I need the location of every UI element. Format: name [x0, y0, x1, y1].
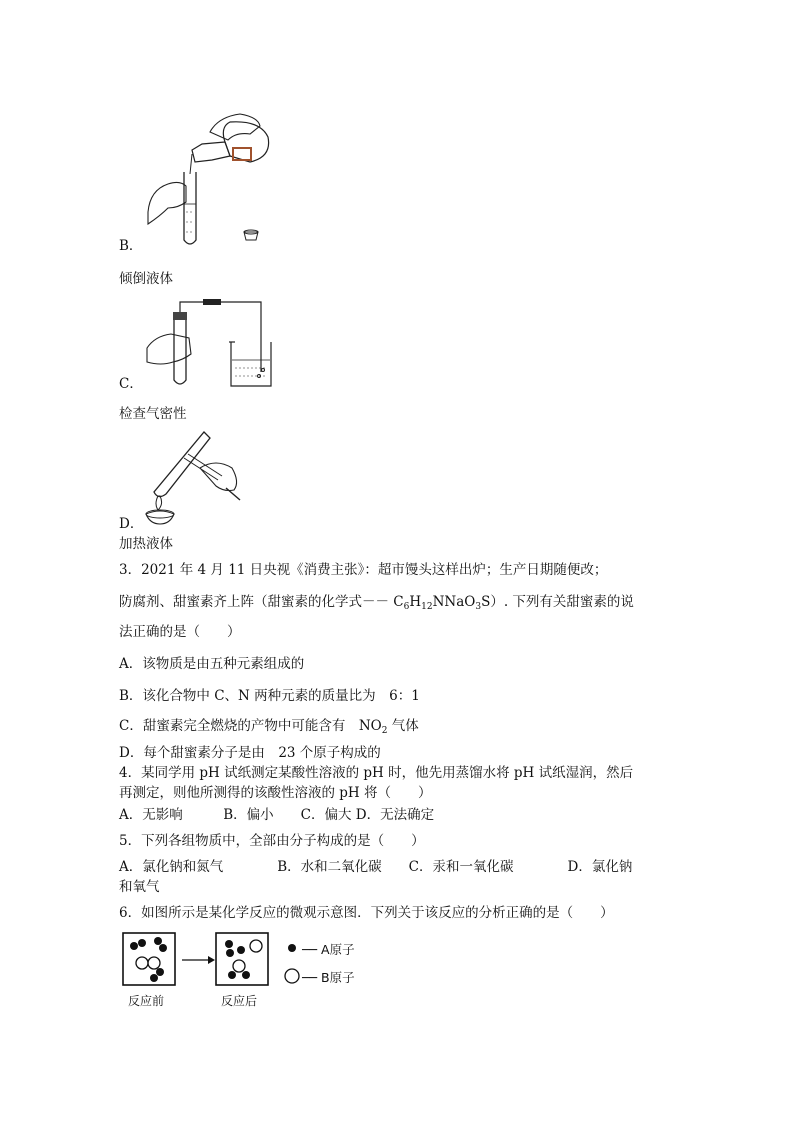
q4-options: A．无影响 B．偏小 C．偏大 D．无法确定 — [119, 807, 435, 823]
q3-line3: 法正确的是（ ） — [119, 624, 241, 640]
q3-option-b: B．该化合物中 C、N 两种元素的质量比为 6：1 — [119, 688, 420, 704]
legend-a-atom: ── A原子 — [302, 942, 355, 957]
option-d-caption: 加热液体 — [119, 536, 173, 552]
q6-line1: 6．如图所示是某化学反应的微观示意图．下列关于该反应的分析正确的是（ ） — [119, 905, 614, 921]
label-before-reaction: 反应前 — [128, 994, 165, 1008]
option-c-letter: C． — [119, 376, 143, 392]
q5-line3: 和氧气 — [119, 879, 160, 895]
q3-option-d: D．每个甜蜜素分子是由 23 个原子构成的 — [119, 745, 381, 761]
q5-line1: 5．下列各组物质中，全部由分子构成的是（ ） — [119, 833, 425, 849]
q3-line1: 3．2021 年 4 月 11 日央视《消费主张》：超市馒头这样出炉；生产日期随便改； — [119, 562, 608, 578]
q3-option-c: C．甜蜜素完全燃烧的产物中可能含有 $NO_2$ 气体 — [119, 718, 419, 736]
legend-b-atom: ── B原子 — [302, 970, 355, 985]
q3-option-a: A．该物质是由五种元素组成的 — [119, 656, 305, 672]
q5-line2: A．氯化钠和氮气 B．水和二氧化碳 C．汞和一氧化碳 D．氯化钠 — [119, 859, 633, 875]
pouring-liquid-figure — [140, 112, 275, 252]
option-b-letter: B． — [119, 238, 143, 254]
option-c-caption: 检查气密性 — [119, 406, 187, 422]
option-b-caption: 倾倒液体 — [119, 271, 173, 287]
label-after-reaction: 反应后 — [221, 994, 258, 1008]
q4-line2: 再测定，则他所测得的该酸性溶液的 pH 将（ ） — [119, 785, 432, 801]
q4-line1: 4．某同学用 pH 试纸测定某酸性溶液的 pH 时，他先用蒸馏水将 pH 试纸湿润，然后 — [119, 765, 634, 781]
option-d-letter: D． — [119, 516, 144, 532]
heating-liquid-figure — [140, 428, 245, 528]
airtightness-check-figure — [143, 296, 273, 390]
q3-line2: 防腐剂、甜蜜素齐上阵（甜蜜素的化学式－－ $C_6H_{12}NNaO_3S$）. 下列有关甜蜜素的说 — [119, 594, 634, 612]
